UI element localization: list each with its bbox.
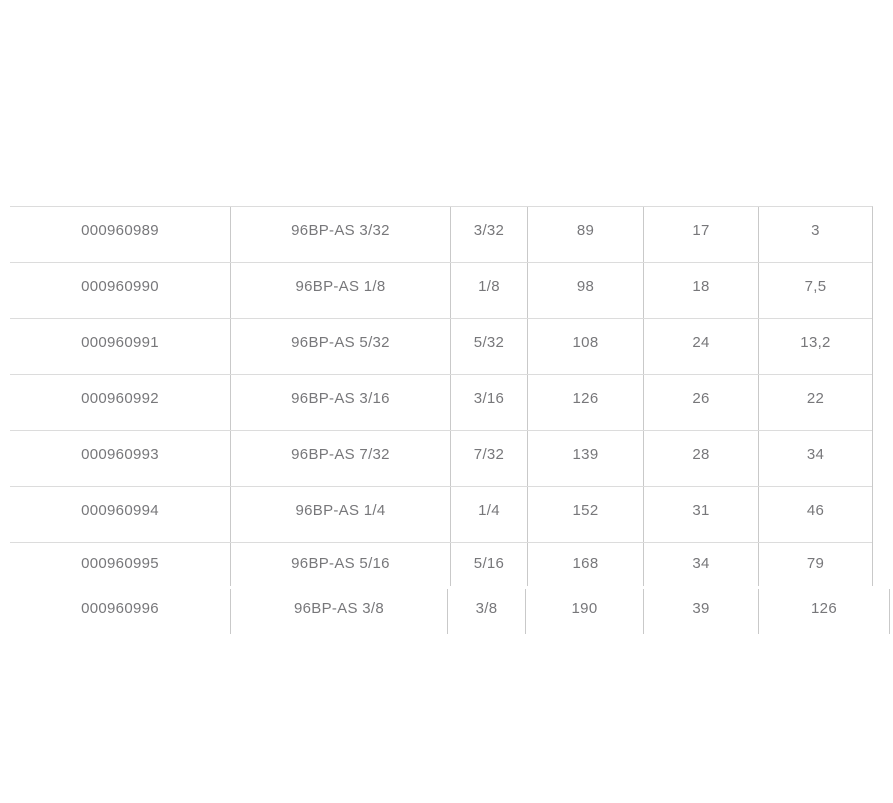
cell-model: 96BP-AS 1/4 bbox=[230, 487, 450, 542]
cell-value-2: 26 bbox=[643, 375, 758, 430]
table-row bbox=[10, 319, 872, 375]
cell-value-1: 139 bbox=[527, 431, 643, 486]
cell-value-3: 3 bbox=[758, 207, 872, 262]
cell-model: 96BP-AS 3/16 bbox=[230, 375, 450, 430]
cell-value-1: 168 bbox=[527, 543, 643, 586]
table-row bbox=[10, 263, 872, 319]
cell-size: 3/16 bbox=[450, 375, 527, 430]
cell-model: 96BP-AS 5/32 bbox=[230, 319, 450, 374]
table-row bbox=[10, 207, 872, 263]
cell-value-2: 34 bbox=[643, 543, 758, 586]
cell-size: 3/32 bbox=[450, 207, 527, 262]
product-spec-table bbox=[10, 206, 873, 586]
cell-model: 96BP-AS 5/16 bbox=[230, 543, 450, 586]
cell-model: 96BP-AS 1/8 bbox=[230, 263, 450, 318]
cell-value-3: 126 bbox=[758, 589, 889, 634]
cell-value-1: 190 bbox=[525, 589, 643, 634]
cell-value-3: 22 bbox=[758, 375, 872, 430]
cell-value-3: 46 bbox=[758, 487, 872, 542]
cell-size: 3/8 bbox=[447, 589, 525, 634]
cell-size: 1/8 bbox=[450, 263, 527, 318]
cell-value-3: 34 bbox=[758, 431, 872, 486]
cell-value-1: 98 bbox=[527, 263, 643, 318]
cell-value-2: 39 bbox=[643, 589, 758, 634]
cell-value-1: 152 bbox=[527, 487, 643, 542]
cell-size: 5/16 bbox=[450, 543, 527, 586]
cell-value-3: 7,5 bbox=[758, 263, 872, 318]
cell-article-code: 000960994 bbox=[81, 502, 159, 519]
cell-value-2: 18 bbox=[643, 263, 758, 318]
cell-article-code: 000960996 bbox=[81, 600, 159, 617]
table-row bbox=[10, 431, 872, 487]
cell-value-1: 89 bbox=[527, 207, 643, 262]
table-row bbox=[10, 375, 872, 431]
cell-value-3: 79 bbox=[758, 543, 872, 586]
cell-size: 1/4 bbox=[450, 487, 527, 542]
table-row bbox=[10, 487, 872, 543]
cell-value-2: 28 bbox=[643, 431, 758, 486]
cell-article-code: 000960992 bbox=[81, 390, 159, 407]
cell-model: 96BP-AS 3/32 bbox=[230, 207, 450, 262]
cell-value-1: 108 bbox=[527, 319, 643, 374]
cell-size: 7/32 bbox=[450, 431, 527, 486]
cell-value-2: 24 bbox=[643, 319, 758, 374]
table-row bbox=[10, 543, 872, 586]
cell-value-3: 13,2 bbox=[758, 319, 872, 374]
cell-article-code: 000960991 bbox=[81, 334, 159, 351]
cell-value-1: 126 bbox=[527, 375, 643, 430]
cell-article-code: 000960993 bbox=[81, 446, 159, 463]
cell-article-code: 000960995 bbox=[81, 555, 159, 572]
table-row bbox=[10, 589, 890, 634]
cell-value-2: 31 bbox=[643, 487, 758, 542]
cell-article-code: 000960990 bbox=[81, 278, 159, 295]
cell-value-2: 17 bbox=[643, 207, 758, 262]
cell-size: 5/32 bbox=[450, 319, 527, 374]
cell-model: 96BP-AS 3/8 bbox=[230, 589, 447, 634]
cell-article-code: 000960989 bbox=[81, 222, 159, 239]
cell-model: 96BP-AS 7/32 bbox=[230, 431, 450, 486]
